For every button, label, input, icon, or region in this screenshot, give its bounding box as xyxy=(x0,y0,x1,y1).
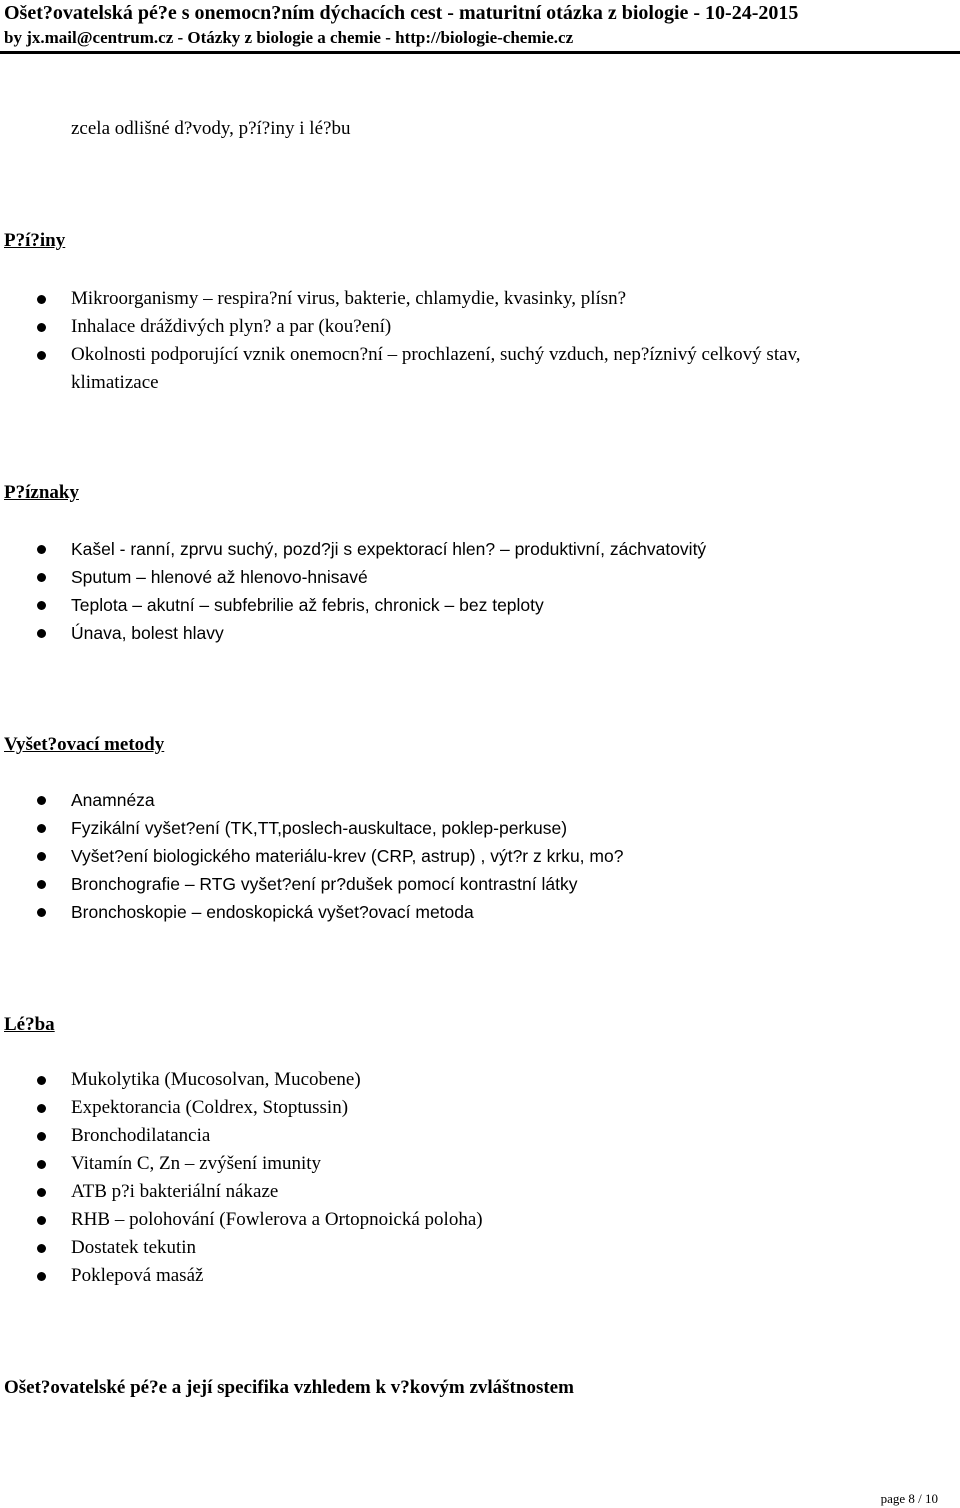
list-item: Inhalace dráždivých plyn? a par (kou?ení) xyxy=(0,313,801,341)
section-heading-treatment: Lé?ba xyxy=(4,1014,55,1035)
list-item: Bronchoskopie – endoskopická vyšet?ovací metoda xyxy=(0,898,623,926)
intro-line: zcela odlišné d?vody, p?í?iny i lé?bu xyxy=(71,118,351,139)
bullet-icon xyxy=(37,1160,46,1169)
bullet-icon xyxy=(37,852,46,861)
list-item: Vyšet?ení biologického materiálu-krev (CRP, astrup) , výt?r z krku, mo? xyxy=(0,842,623,870)
bullet-icon xyxy=(37,323,46,332)
bullet-icon xyxy=(37,1216,46,1225)
bullet-icon xyxy=(37,545,46,554)
list-item: Bronchodilatancia xyxy=(0,1122,483,1150)
page-number: page 8 / 10 xyxy=(880,1491,938,1506)
bullet-icon xyxy=(37,295,46,304)
treatment-list xyxy=(0,1066,483,1290)
bullet-icon xyxy=(37,1244,46,1253)
bullet-icon xyxy=(37,601,46,610)
bullet-icon xyxy=(37,1188,46,1197)
document-byline: by jx.mail@centrum.cz - Otázky z biologie a chemie - http://biologie-chemie.cz xyxy=(4,28,574,47)
list-item: Teplota – akutní – subfebrilie až febris, chronick – bez teploty xyxy=(0,591,706,619)
bullet-icon xyxy=(37,629,46,638)
causes-list xyxy=(0,285,801,397)
list-item: Únava, bolest hlavy xyxy=(0,619,706,647)
list-item: RHB – polohování (Fowlerova a Ortopnoická poloha) xyxy=(0,1206,483,1234)
section-heading-examination: Vyšet?ovací metody xyxy=(4,734,165,755)
list-item: Okolnosti podporující vznik onemocn?ní – prochlazení, suchý vzduch, nep?íznivý celkový stav, xyxy=(0,341,801,369)
bullet-icon xyxy=(37,796,46,805)
bullet-icon xyxy=(37,908,46,917)
bullet-icon xyxy=(37,573,46,582)
bullet-icon xyxy=(37,1272,46,1281)
bullet-icon xyxy=(37,880,46,889)
list-item: Dostatek tekutin xyxy=(0,1234,483,1262)
section-heading-causes: P?í?iny xyxy=(4,230,66,251)
bullet-icon xyxy=(37,1104,46,1113)
closing-heading: Ošet?ovatelské pé?e a její specifika vzhledem k v?kovým zvláštnostem xyxy=(4,1377,574,1398)
symptoms-list xyxy=(0,535,706,647)
list-item-continuation: klimatizace xyxy=(71,372,159,393)
bullet-icon xyxy=(37,1076,46,1085)
list-item: Vitamín C, Zn – zvýšení imunity xyxy=(0,1150,483,1178)
list-item: ATB p?i bakteriální nákaze xyxy=(0,1178,483,1206)
section-heading-symptoms: P?íznaky xyxy=(4,482,79,503)
examination-list xyxy=(0,786,623,926)
list-item: Expektorancia (Coldrex, Stoptussin) xyxy=(0,1094,483,1122)
list-item: Mukolytika (Mucosolvan, Mucobene) xyxy=(0,1066,483,1094)
list-item: Mikroorganismy – respira?ní virus, bakterie, chlamydie, kvasinky, plísn? xyxy=(0,285,801,313)
bullet-icon xyxy=(37,824,46,833)
list-item: Fyzikální vyšet?ení (TK,TT,poslech-auskultace, poklep-perkuse) xyxy=(0,814,623,842)
list-item: Poklepová masáž xyxy=(0,1262,483,1290)
list-item: Kašel - ranní, zprvu suchý, pozd?ji s expektorací hlen? – produktivní, záchvatovitý xyxy=(0,535,706,563)
header-divider xyxy=(0,51,960,54)
bullet-icon xyxy=(37,351,46,360)
document-title: Ošet?ovatelská pé?e s onemocn?ním dýchacích cest - maturitní otázka z biologie - 10-24-2015 xyxy=(4,2,799,24)
list-item: Anamnéza xyxy=(0,786,623,814)
list-item: Bronchografie – RTG vyšet?ení pr?dušek pomocí kontrastní látky xyxy=(0,870,623,898)
list-item: Sputum – hlenové až hlenovo-hnisavé xyxy=(0,563,706,591)
bullet-icon xyxy=(37,1132,46,1141)
